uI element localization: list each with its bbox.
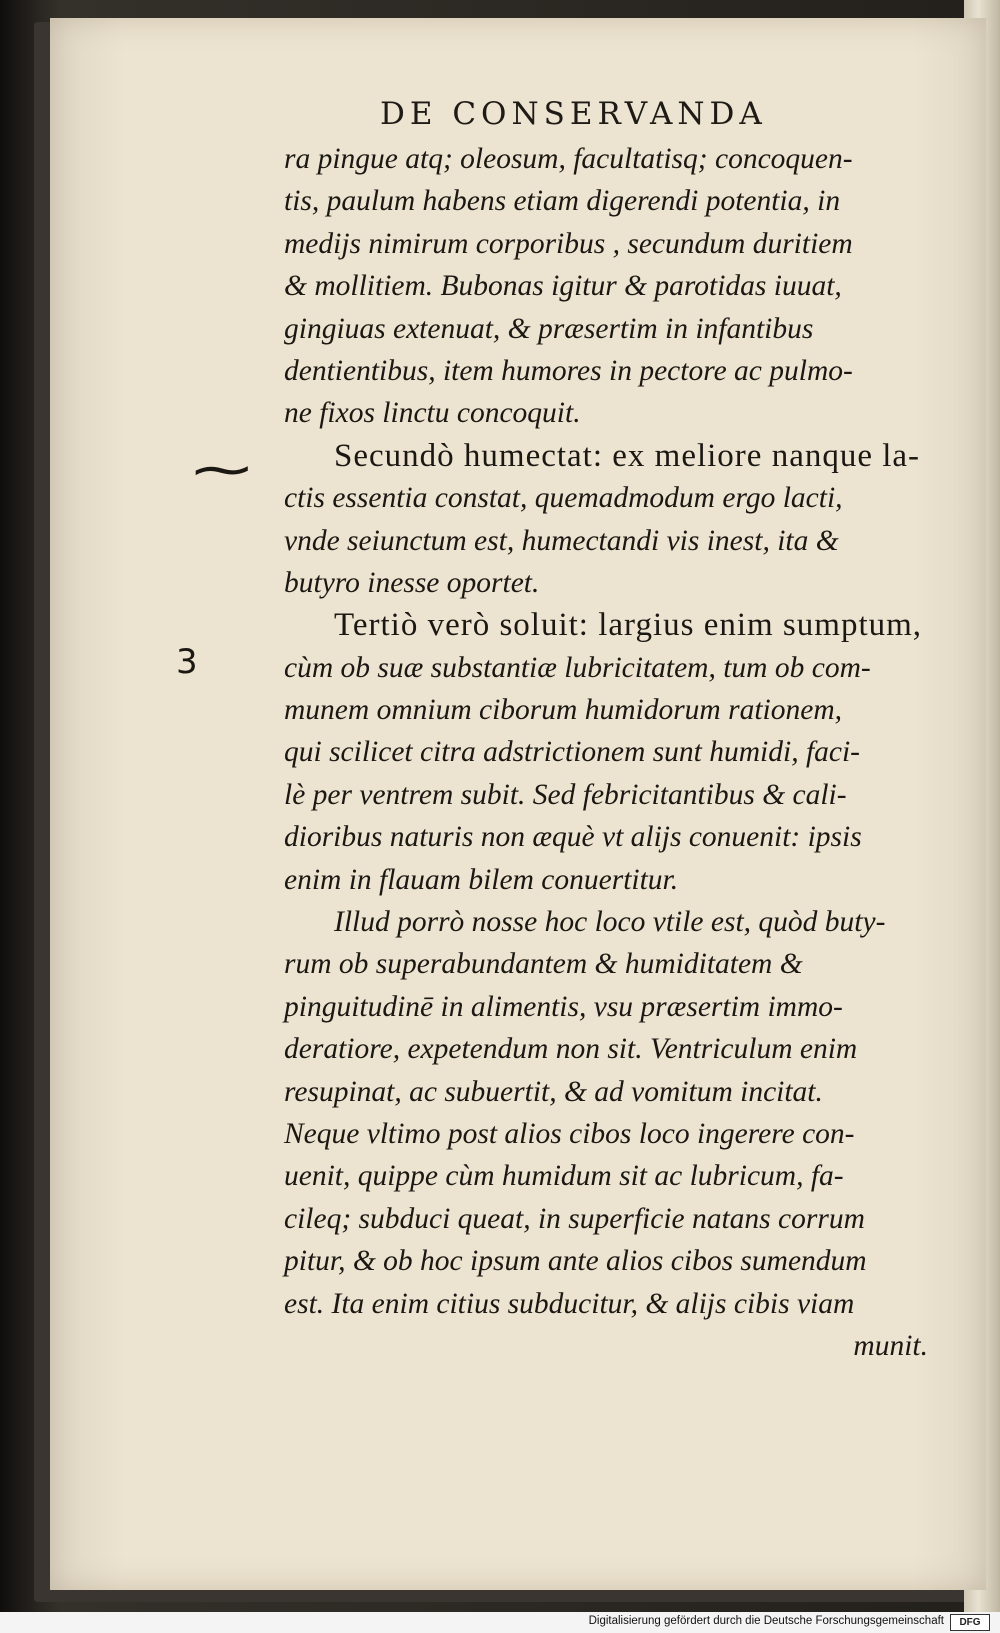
text-line: tis, paulum habens etiam digerendi potentia, in xyxy=(284,185,841,218)
text-line: vnde seiunctum est, humectandi vis inest, ita & xyxy=(284,524,839,557)
text-line: ra pingue atq; oleosum, facultatisq; concoquen- xyxy=(284,143,853,175)
text-line-secundo: Secundò humectat: ex meliore nanque la- xyxy=(334,437,921,474)
text-line: Neque vltimo post alios cibos loco ingerere con- xyxy=(284,1117,855,1150)
text-line: pinguitudinē in alimentis, vsu præsertim immo- xyxy=(284,990,843,1023)
text-line: ne fixos linctu concoquit. xyxy=(284,397,581,430)
text-line: gingiuas extenuat, & præsertim in infantibus xyxy=(284,312,814,345)
text-line: rum ob superabundantem & humiditatem & xyxy=(284,948,803,981)
text-line: & mollitiem. Bubonas igitur & parotidas iuuat, xyxy=(284,270,842,303)
text-line: deratiore, expetendum non sit. Ventriculum enim xyxy=(284,1033,858,1066)
text-line-final: munit. xyxy=(853,1329,928,1362)
margin-tilde-mark: ~ xyxy=(186,440,257,500)
text-line: est. Ita enim citius subducitur, & alijs cibis viam xyxy=(284,1287,855,1320)
text-line: lè per ventrem subit. Sed febricitantibus & cali- xyxy=(284,778,847,811)
text-line: dioribus naturis non æquè vt alijs conuenit: ipsis xyxy=(284,821,862,854)
funding-credit: Digitalisierung gefördert durch die Deutsche Forschungsgemeinschaft xyxy=(588,1615,944,1627)
text-line: cùm ob suæ substantiæ lubricitatem, tum ob com- xyxy=(284,651,871,684)
text-line: cileq; subduci queat, in superficie natans corrum xyxy=(284,1202,865,1235)
text-line: qui scilicet citra adstrictionem sunt humidi, faci- xyxy=(284,736,860,769)
text-line: dentientibus, item humores in pectore ac pulmo- xyxy=(284,354,853,387)
body-text xyxy=(284,138,964,1367)
text-line: resupinat, ac subuertit, & ad vomitum incitat. xyxy=(284,1075,823,1108)
text-line: munem omnium ciborum humidorum rationem, xyxy=(284,694,843,727)
dfg-logo: DFG xyxy=(950,1614,990,1631)
text-line: enim in flauam bilem conuertitur. xyxy=(284,863,679,896)
text-line: uenit, quippe cùm humidum sit ac lubricum, fa- xyxy=(284,1160,844,1193)
running-header: DE CONSERVANDA xyxy=(380,96,767,132)
text-line: butyro inesse oportet. xyxy=(284,566,540,599)
digitization-footer xyxy=(0,1612,1000,1633)
text-line-tertio: Tertiò verò soluit: largius enim sumptum, xyxy=(334,607,923,644)
text-line: ctis essentia constat, quemadmodum ergo lacti, xyxy=(284,482,843,515)
text-line-illud: Illud porrò nosse hoc loco vtile est, quòd buty- xyxy=(334,906,886,939)
text-line: medijs nimirum corporibus , secundum duritiem xyxy=(284,227,853,260)
text-line: pitur, & ob hoc ipsum ante alios cibos sumendum xyxy=(284,1245,867,1278)
margin-number-mark: 3 xyxy=(176,642,198,682)
